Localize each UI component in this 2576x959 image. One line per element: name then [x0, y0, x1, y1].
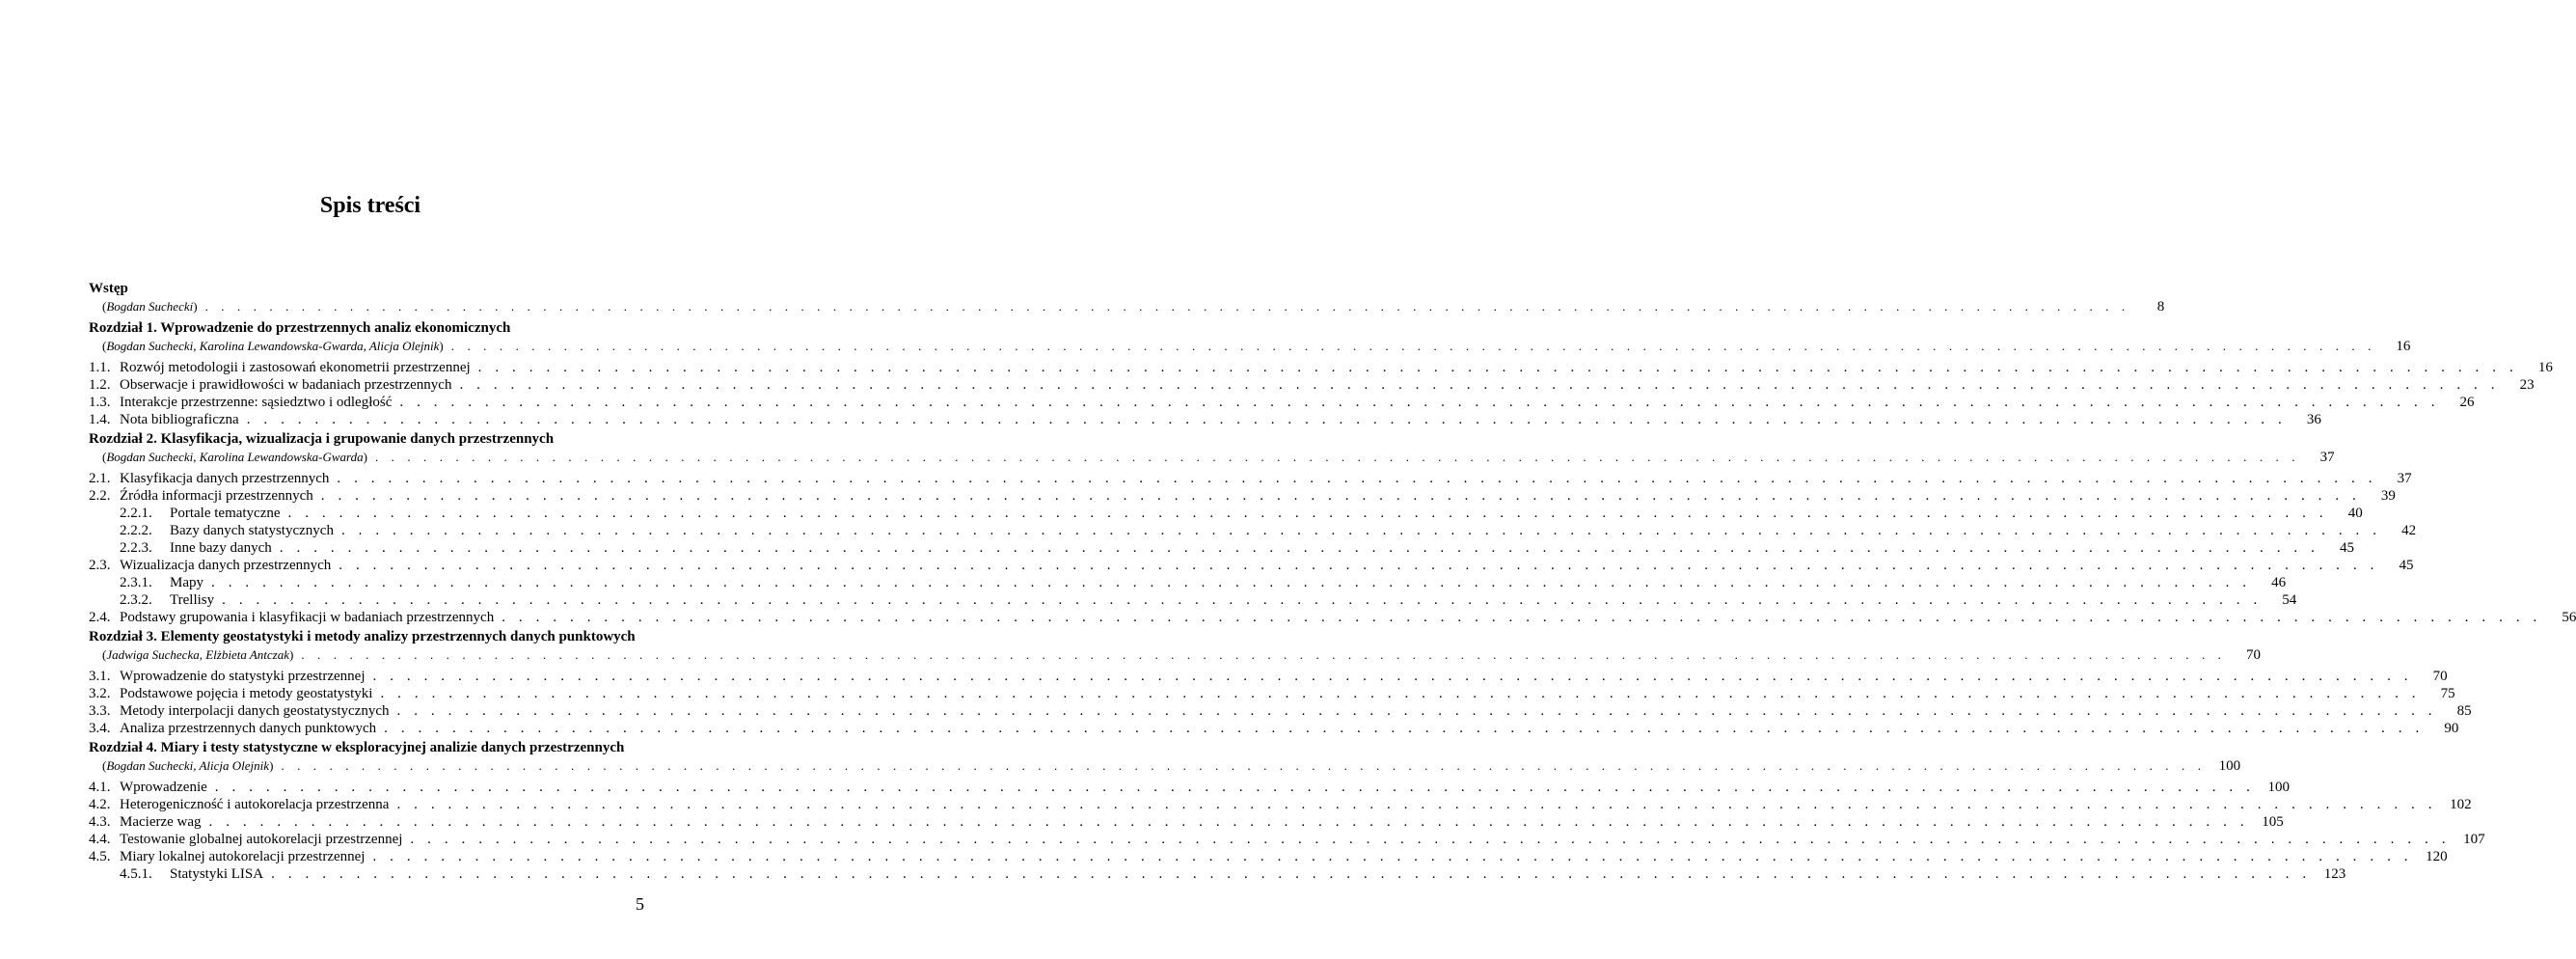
toc-leader-dots: . . . . . . . . . . . . . . . . . . . . . . . . . . . . . . . . . . . . . . . . . . . . . . . . . . . . . . . . . . . . . . . . . . . . . . . . . . . . . . . . . . . . . . . . . . . . . . . . . . . . . . . . . . . . . . . . . . . . . . . . — [374, 450, 2300, 464]
toc-entry-number: 4.5.1. — [120, 866, 152, 882]
toc-chapter-heading: Rozdział 3. Elementy geostatystyki i metody analizy przestrzennych danych punktowych — [89, 629, 636, 644]
toc-entry-number: 2.3.2. — [120, 592, 152, 608]
toc-page-number: 56 — [2562, 610, 2576, 625]
toc-entry — [89, 505, 2363, 522]
toc-entry-number: 4.3. — [89, 814, 111, 830]
toc-author-names: (Bogdan Suchecki) — [102, 299, 198, 314]
toc-entry — [89, 522, 2417, 539]
toc-entry — [89, 685, 2455, 702]
toc-page-number: 37 — [2397, 471, 2412, 486]
toc-entry-number: 3.3. — [89, 703, 111, 719]
toc-leader-dots: . . . . . . . . . . . . . . . . . . . . . . . . . . . . . . . . . . . . . . . . . . . . . . . . . . . . . . . . . . . . . . . . . . . . . . . . . . . . . . . . . . . . . . . . . . . . . . . . . . . . . . . . . . . . . . . . . . . . . . . . — [339, 558, 2379, 573]
toc-page-number: 16 — [2396, 339, 2411, 354]
toc-entry — [89, 376, 2535, 394]
toc-entry — [89, 394, 2475, 411]
toc-entry-title: Źródła informacji przestrzennych — [120, 488, 313, 504]
toc-entry-number: 3.2. — [89, 686, 111, 701]
toc-page-number: 42 — [2401, 523, 2417, 538]
toc-entry-number: 1.3. — [89, 395, 111, 410]
toc-entry-number: 1.4. — [89, 412, 111, 427]
toc-entry — [89, 411, 2321, 428]
toc-entry-title: Bazy danych statystycznych — [170, 523, 334, 538]
toc-entry — [89, 609, 2576, 626]
toc-entry-title: Rozwój metodologii i zastosowań ekonometrii przestrzennej — [120, 360, 471, 375]
toc-page-number: 39 — [2380, 488, 2396, 504]
toc-author-line — [89, 449, 2335, 466]
toc-entry — [89, 539, 2354, 557]
toc-page-number: 37 — [2319, 450, 2335, 465]
toc-leader-dots: . . . . . . . . . . . . . . . . . . . . . . . . . . . . . . . . . . . . . . . . . . . . . . . . . . . . . . . . . . . . . . . . . . . . . . . . . . . . . . . . . . . . . . . . . . . . . . . . . . . . . . . . . . . . . . . . . . . . . . . . — [340, 523, 2382, 538]
toc-leader-dots: . . . . . . . . . . . . . . . . . . . . . . . . . . . . . . . . . . . . . . . . . . . . . . . . . . . . . . . . . . . . . . . . . . . . . . . . . . . . . . . . . . . . . . . . . . . . . . . . . . . . . . . . . . . . . . . . . . . . . . . . — [281, 758, 2207, 773]
toc-chapter-heading: Rozdział 1. Wprowadzenie do przestrzennych analiz ekonomicznych — [89, 320, 511, 336]
toc-entry — [89, 702, 2472, 720]
toc-entry-title: Macierze wag — [120, 814, 202, 830]
page-title: Spis treści — [319, 193, 421, 218]
toc-entry — [89, 779, 2290, 796]
toc-author-line — [89, 338, 2411, 355]
toc-chapter-heading: Rozdział 2. Klasyfikacja, wizualizacja i grupowanie danych przestrzennych — [89, 431, 555, 447]
toc-page-number: 102 — [2450, 797, 2472, 812]
toc-entry-title: Trellisy — [170, 592, 215, 608]
toc-page-number: 8 — [2156, 299, 2165, 315]
toc-entry-number: 2.2.2. — [120, 523, 152, 538]
toc-entry — [89, 813, 2284, 831]
toc-author-line — [89, 646, 2261, 664]
toc-entry-title: Wprowadzenie — [120, 780, 207, 795]
toc-leader-dots: . . . . . . . . . . . . . . . . . . . . . . . . . . . . . . . . . . . . . . . . . . . . . . . . . . . . . . . . . . . . . . . . . . . . . . . . . . . . . . . . . . . . . . . . . . . . . . . . . . . . . . . . . . . . . . . . . . . . . . . . — [337, 471, 2377, 486]
toc-entry-number: 4.2. — [89, 797, 111, 812]
toc-entry — [89, 668, 2448, 685]
toc-leader-dots: . . . . . . . . . . . . . . . . . . . . . . . . . . . . . . . . . . . . . . . . . . . . . . . . . . . . . . . . . . . . . . . . . . . . . . . . . . . . . . . . . . . . . . . . . . . . . . . . . . . . . . . . . . . . . . . . . . . . . . . . — [320, 488, 2361, 504]
toc-entry-number: 1.1. — [89, 360, 111, 375]
toc-entry-title: Podstawy grupowania i klasyfikacji w badaniach przestrzennych — [120, 610, 495, 625]
toc-entry — [89, 720, 2459, 737]
toc-entry — [89, 831, 2485, 848]
toc-chapter-heading: Wstęp — [89, 281, 128, 296]
toc-page-number: 120 — [2426, 849, 2448, 864]
toc-leader-dots: . . . . . . . . . . . . . . . . . . . . . . . . . . . . . . . . . . . . . . . . . . . . . . . . . . . . . . . . . . . . . . . . . . . . . . . . . . . . . . . . . . . . . . . . . . . . . . . . . . . . . . . . . . . . . . . . . . . . . . . . — [204, 299, 2130, 314]
toc-leader-dots: . . . . . . . . . . . . . . . . . . . . . . . . . . . . . . . . . . . . . . . . . . . . . . . . . . . . . . . . . . . . . . . . . . . . . . . . . . . . . . . . . . . . . . . . . . . . . . . . . . . . . . . . . . . . . . . . . . . . . . . . — [271, 866, 2312, 882]
toc-page-number: 45 — [2339, 540, 2354, 556]
toc-entry — [89, 865, 2346, 883]
toc-page-number: 107 — [2463, 832, 2485, 847]
toc-page-number: 23 — [2519, 377, 2535, 393]
toc-entry-number: 1.2. — [89, 377, 111, 393]
toc-leader-dots: . . . . . . . . . . . . . . . . . . . . . . . . . . . . . . . . . . . . . . . . . . . . . . . . . . . . . . . . . . . . . . . . . . . . . . . . . . . . . . . . . . . . . . . . . . . . . . . . . . . . . . . . . . . . . . . . . . . . . . . . — [222, 592, 2263, 608]
toc-page-number: 46 — [2271, 575, 2287, 590]
toc-page-number: 45 — [2399, 558, 2414, 573]
toc-entry-title: Analiza przestrzennych danych punktowych — [120, 721, 377, 736]
toc-leader-dots: . . . . . . . . . . . . . . . . . . . . . . . . . . . . . . . . . . . . . . . . . . . . . . . . . . . . . . . . . . . . . . . . . . . . . . . . . . . . . . . . . . . . . . . . . . . . . . . . . . . . . . . . . . . . . . . . . . . . . . . . — [450, 339, 2376, 353]
toc-entry — [89, 848, 2448, 865]
toc-entry-number: 2.3. — [89, 558, 111, 573]
toc-leader-dots: . . . . . . . . . . . . . . . . . . . . . . . . . . . . . . . . . . . . . . . . . . . . . . . . . . . . . . . . . . . . . . . . . . . . . . . . . . . . . . . . . . . . . . . . . . . . . . . . . . . . . . . . . . . . . . . . . . . . . . . . — [396, 703, 2437, 719]
toc-leader-dots: . . . . . . . . . . . . . . . . . . . . . . . . . . . . . . . . . . . . . . . . . . . . . . . . . . . . . . . . . . . . . . . . . . . . . . . . . . . . . . . . . . . . . . . . . . . . . . . . . . . . . . . . . . . . . . . . . . . . . . . . — [301, 647, 2226, 662]
toc-entry-title: Miary lokalnej autokorelacji przestrzennej — [120, 849, 366, 864]
toc-entry-number: 2.2. — [89, 488, 111, 504]
toc-page-number: 70 — [2246, 647, 2261, 663]
toc-leader-dots: . . . . . . . . . . . . . . . . . . . . . . . . . . . . . . . . . . . . . . . . . . . . . . . . . . . . . . . . . . . . . . . . . . . . . . . . . . . . . . . . . . . . . . . . . . . . . . . . . . . . . . . . . . . . . . . . . . . . . . . . — [410, 832, 2451, 847]
toc-leader-dots: . . . . . . . . . . . . . . . . . . . . . . . . . . . . . . . . . . . . . . . . . . . . . . . . . . . . . . . . . . . . . . . . . . . . . . . . . . . . . . . . . . . . . . . . . . . . . . . . . . . . . . . . . . . . . . . . . . . . . . . . — [399, 395, 2440, 410]
toc-author-names: (Bogdan Suchecki, Alicja Olejnik) — [102, 758, 274, 773]
table-of-contents — [89, 280, 2576, 883]
toc-entry-title: Portale tematyczne — [170, 506, 281, 521]
toc-entry-number: 3.1. — [89, 669, 111, 684]
toc-leader-dots: . . . . . . . . . . . . . . . . . . . . . . . . . . . . . . . . . . . . . . . . . . . . . . . . . . . . . . . . . . . . . . . . . . . . . . . . . . . . . . . . . . . . . . . . . . . . . . . . . . . . . . . . . . . . . . . . . . . . . . . . — [396, 797, 2437, 812]
toc-author-line — [89, 298, 2165, 315]
toc-page-number: 70 — [2432, 669, 2448, 684]
toc-entry — [89, 557, 2414, 574]
toc-chapter-heading: Rozdział 4. Miary i testy statystyczne w eksploracyjnej analizie danych przestrzennych — [89, 740, 625, 755]
toc-leader-dots: . . . . . . . . . . . . . . . . . . . . . . . . . . . . . . . . . . . . . . . . . . . . . . . . . . . . . . . . . . . . . . . . . . . . . . . . . . . . . . . . . . . . . . . . . . . . . . . . . . . . . . . . . . . . . . . . . . . . . . . . — [287, 506, 2328, 521]
toc-entry-title: Metody interpolacji danych geostatystycznych — [120, 703, 390, 719]
toc-entry-title: Nota bibliograficzna — [120, 412, 239, 427]
toc-entry — [89, 591, 2297, 609]
toc-entry-title: Wprowadzenie do statystyki przestrzennej — [120, 669, 366, 684]
toc-leader-dots: . . . . . . . . . . . . . . . . . . . . . . . . . . . . . . . . . . . . . . . . . . . . . . . . . . . . . . . . . . . . . . . . . . . . . . . . . . . . . . . . . . . . . . . . . . . . . . . . . . . . . . . . . . . . . . . . . . . . . . . . — [279, 540, 2319, 556]
toc-author-line — [89, 757, 2241, 775]
toc-entry — [89, 796, 2472, 813]
toc-entry-number: 2.3.1. — [120, 575, 152, 590]
toc-entry-number: 4.4. — [89, 832, 111, 847]
toc-leader-dots: . . . . . . . . . . . . . . . . . . . . . . . . . . . . . . . . . . . . . . . . . . . . . . . . . . . . . . . . . . . . . . . . . . . . . . . . . . . . . . . . . . . . . . . . . . . . . . . . . . . . . . . . . . . . . . . . . . . . . . . . — [459, 377, 2500, 393]
toc-entry — [89, 359, 2553, 376]
toc-page-number: 105 — [2262, 814, 2284, 830]
toc-entry — [89, 487, 2396, 505]
toc-entry — [89, 470, 2412, 487]
toc-leader-dots: . . . . . . . . . . . . . . . . . . . . . . . . . . . . . . . . . . . . . . . . . . . . . . . . . . . . . . . . . . . . . . . . . . . . . . . . . . . . . . . . . . . . . . . . . . . . . . . . . . . . . . . . . . . . . . . . . . . . . . . . — [372, 669, 2413, 684]
toc-leader-dots: . . . . . . . . . . . . . . . . . . . . . . . . . . . . . . . . . . . . . . . . . . . . . . . . . . . . . . . . . . . . . . . . . . . . . . . . . . . . . . . . . . . . . . . . . . . . . . . . . . . . . . . . . . . . . . . . . . . . . . . . — [246, 412, 2287, 427]
toc-page-number: 100 — [2218, 758, 2241, 774]
toc-leader-dots: . . . . . . . . . . . . . . . . . . . . . . . . . . . . . . . . . . . . . . . . . . . . . . . . . . . . . . . . . . . . . . . . . . . . . . . . . . . . . . . . . . . . . . . . . . . . . . . . . . . . . . . . . . . . . . . . . . . . . . . . — [208, 814, 2249, 830]
toc-entry-number: 2.2.1. — [120, 506, 152, 521]
toc-entry-number: 2.1. — [89, 471, 111, 486]
toc-page-number: 40 — [2347, 506, 2363, 521]
toc-leader-dots: . . . . . . . . . . . . . . . . . . . . . . . . . . . . . . . . . . . . . . . . . . . . . . . . . . . . . . . . . . . . . . . . . . . . . . . . . . . . . . . . . . . . . . . . . . . . . . . . . . . . . . . . . . . . . . . . . . . . . . . . — [380, 686, 2421, 701]
toc-entry-title: Statystyki LISA — [170, 866, 264, 882]
toc-page-number: 75 — [2440, 686, 2455, 701]
toc-leader-dots: . . . . . . . . . . . . . . . . . . . . . . . . . . . . . . . . . . . . . . . . . . . . . . . . . . . . . . . . . . . . . . . . . . . . . . . . . . . . . . . . . . . . . . . . . . . . . . . . . . . . . . . . . . . . . . . . . . . . . . . . — [477, 360, 2518, 375]
toc-entry-title: Klasyfikacja danych przestrzennych — [120, 471, 330, 486]
toc-entry-title: Heterogeniczność i autokorelacja przestrzenna — [120, 797, 390, 812]
toc-page-number: 90 — [2444, 721, 2459, 736]
toc-page-number: 100 — [2267, 780, 2290, 795]
toc-page-number: 26 — [2459, 395, 2475, 410]
toc-leader-dots: . . . . . . . . . . . . . . . . . . . . . . . . . . . . . . . . . . . . . . . . . . . . . . . . . . . . . . . . . . . . . . . . . . . . . . . . . . . . . . . . . . . . . . . . . . . . . . . . . . . . . . . . . . . . . . . . . . . . . . . . — [372, 849, 2413, 864]
toc-author-names: (Jadwiga Suchecka, Elżbieta Antczak) — [102, 647, 294, 662]
toc-entry-title: Inne bazy danych — [170, 540, 272, 556]
toc-entry-number: 2.4. — [89, 610, 111, 625]
toc-leader-dots: . . . . . . . . . . . . . . . . . . . . . . . . . . . . . . . . . . . . . . . . . . . . . . . . . . . . . . . . . . . . . . . . . . . . . . . . . . . . . . . . . . . . . . . . . . . . . . . . . . . . . . . . . . . . . . . . . . . . . . . . — [211, 575, 2252, 590]
toc-entry-number: 2.2.3. — [120, 540, 152, 556]
toc-leader-dots: . . . . . . . . . . . . . . . . . . . . . . . . . . . . . . . . . . . . . . . . . . . . . . . . . . . . . . . . . . . . . . . . . . . . . . . . . . . . . . . . . . . . . . . . . . . . . . . . . . . . . . . . . . . . . . . . . . . . . . . . — [502, 610, 2542, 625]
toc-page-number: 54 — [2282, 592, 2297, 608]
toc-page-number: 36 — [2306, 412, 2321, 427]
toc-entry-title: Mapy — [170, 575, 203, 590]
toc-entry-title: Wizualizacja danych przestrzennych — [120, 558, 332, 573]
toc-entry-title: Podstawowe pojęcia i metody geostatystyki — [120, 686, 373, 701]
toc-entry-title: Obserwacje i prawidłowości w badaniach przestrzennych — [120, 377, 452, 393]
toc-entry-number: 4.1. — [89, 780, 111, 795]
toc-page-number: 16 — [2537, 360, 2553, 375]
toc-author-names: (Bogdan Suchecki, Karolina Lewandowska-Gwarda, Alicja Olejnik) — [102, 339, 444, 353]
toc-leader-dots: . . . . . . . . . . . . . . . . . . . . . . . . . . . . . . . . . . . . . . . . . . . . . . . . . . . . . . . . . . . . . . . . . . . . . . . . . . . . . . . . . . . . . . . . . . . . . . . . . . . . . . . . . . . . . . . . . . . . . . . . — [384, 721, 2425, 736]
toc-entry-title: Interakcje przestrzenne: sąsiedztwo i odległość — [120, 395, 393, 410]
toc-page-number: 123 — [2323, 866, 2346, 882]
toc-leader-dots: . . . . . . . . . . . . . . . . . . . . . . . . . . . . . . . . . . . . . . . . . . . . . . . . . . . . . . . . . . . . . . . . . . . . . . . . . . . . . . . . . . . . . . . . . . . . . . . . . . . . . . . . . . . . . . . . . . . . . . . . — [214, 780, 2255, 795]
toc-author-names: (Bogdan Suchecki, Karolina Lewandowska-Gwarda) — [102, 450, 367, 464]
toc-entry-title: Testowanie globalnej autokorelacji przestrzennej — [120, 832, 403, 847]
page-number: 5 — [636, 894, 644, 914]
toc-entry — [89, 574, 2287, 591]
toc-page-number: 85 — [2456, 703, 2472, 719]
toc-entry-number: 3.4. — [89, 721, 111, 736]
toc-entry-number: 4.5. — [89, 849, 111, 864]
